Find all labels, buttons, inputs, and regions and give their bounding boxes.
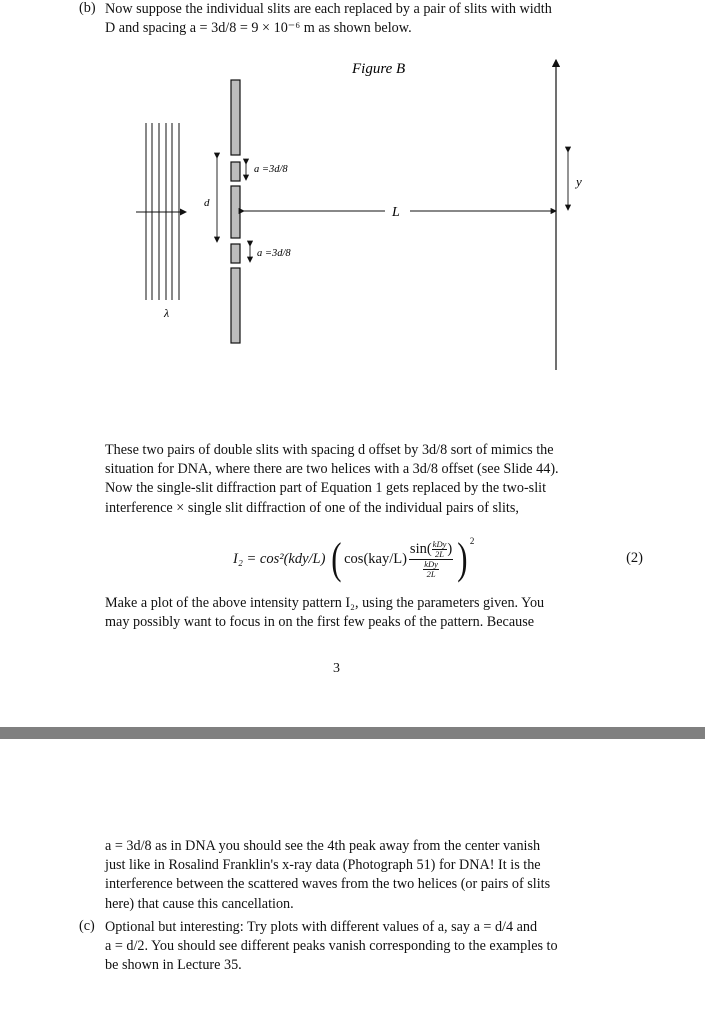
text-line: a = 3d/8 as in DNA you should see the 4th peak away from the center vanish	[105, 838, 541, 854]
text-line: Now suppose the individual slits are each replaced by a pair of slits with width	[105, 1, 552, 17]
sin-close: )	[447, 540, 453, 557]
text-line: situation for DNA, where there are two helices with a 3d/8 offset (see Slide 44).	[105, 461, 559, 478]
slit-barrier	[231, 80, 240, 343]
text-line: D and spacing a = 3d/8 = 9 × 10⁻⁶ m as shown below.	[105, 20, 412, 37]
sinc-fraction	[409, 540, 453, 579]
den-arg-den: 2L	[426, 568, 436, 579]
equation-2: I₂ = cos²(kdy/L) ( cos(kay/L) sin( $\frac{\text{kDy}}{2L}$ ) $\frac{\text{kDy}}{2L}$ ) $^2$ (2)	[233, 534, 643, 583]
arg-num: kDy	[432, 538, 447, 549]
equation-cos-term: cos(kay/L)	[344, 550, 407, 567]
barrier-segment-small-upper	[231, 162, 240, 181]
plot-paragraph	[105, 594, 642, 632]
text-line: a = d/2. You should see different peaks vanish corresponding to the examples to	[105, 938, 558, 955]
item-c-label: (c)	[79, 918, 95, 934]
page-4	[0, 739, 705, 1024]
item-b-label: (b)	[79, 0, 96, 16]
figure-b-diagram	[0, 45, 705, 375]
text-line: interference × single slit diffraction of one of the individual pairs of slits,	[105, 499, 519, 516]
equation-number: (2)	[626, 550, 643, 566]
text-line: Now the single-slit diffraction part of Equation 1 gets replaced by the two-slit	[105, 480, 547, 497]
text-line: here) that cause this cancellation.	[105, 895, 294, 912]
page-number: 3	[333, 661, 340, 676]
text-line: Make a plot of the above intensity pattern I₂, using the parameters given. You	[105, 595, 545, 611]
item-b-text	[105, 0, 642, 38]
sin-open: sin(	[409, 540, 432, 557]
item-c-text	[105, 918, 642, 976]
L-label: L	[392, 205, 400, 220]
text-line: These two pairs of double slits with spacing d offset by 3d/8 sort of mimics the	[105, 442, 554, 458]
den-arg-num: kDy	[424, 558, 438, 569]
equation-lhs: I₂ = cos²(kdy/L)	[233, 550, 326, 567]
text-line: Optional but interesting: Try plots with different values of a, say a = d/4 and	[105, 919, 538, 935]
equation-exponent: 2	[469, 536, 475, 546]
barrier-segment-middle	[231, 186, 240, 238]
arg-den: 2L	[435, 548, 444, 559]
lambda-label: λ	[164, 306, 170, 320]
text-line: just like in Rosalind Franklin's x-ray data (Photograph 51) for DNA! It is the	[105, 857, 541, 874]
barrier-segment-small-lower	[231, 244, 240, 263]
barrier-segment-bottom	[231, 268, 240, 343]
y-label: y	[576, 174, 582, 189]
figure-title: Figure B	[352, 61, 406, 77]
barrier-segment-top	[231, 80, 240, 155]
d-label: d	[204, 197, 210, 209]
dna-paragraph	[105, 441, 642, 518]
spacing-label-upper: a =3d/8	[254, 164, 288, 175]
page-separator	[0, 727, 705, 739]
text-line: may possibly want to focus in on the first few peaks of the pattern. Because	[105, 614, 535, 631]
text-line: be shown in Lecture 35.	[105, 957, 242, 974]
text-line: interference between the scattered waves from the two helices (or pairs of slits	[105, 876, 551, 893]
continuation-paragraph	[105, 837, 642, 914]
spacing-label-lower: a =3d/8	[257, 248, 291, 259]
